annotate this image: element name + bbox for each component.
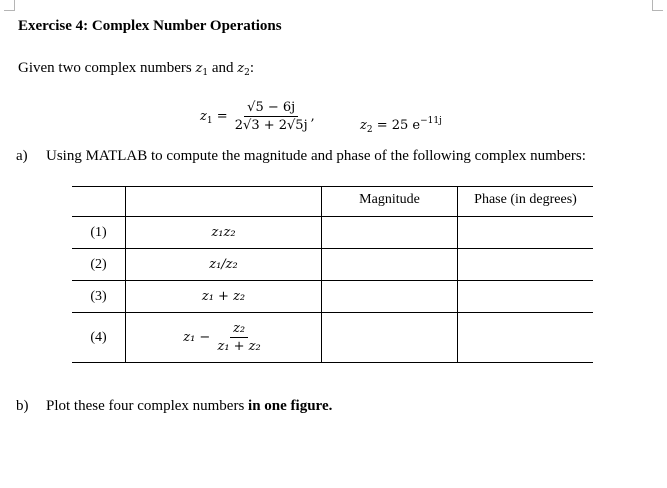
table-header-row xyxy=(72,187,593,217)
header-cell-magnitude: Magnitude xyxy=(322,187,458,217)
z2-symbol: $z_2$ xyxy=(237,61,250,78)
equation-z1: $z_1$ = $\frac{√5 - 6j}{2√3 + 2√5j}$ , xyxy=(200,100,315,133)
z1-fraction xyxy=(232,100,311,133)
exercise-title: Exercise 4: Complex Number Operations xyxy=(18,18,282,34)
intro-text: Given two complex numbers xyxy=(18,60,196,76)
header-cell-expression xyxy=(126,187,322,217)
row-number: (4) xyxy=(72,313,126,363)
equation-z2: $z_2 = 25$ $e^{-11j}$ xyxy=(360,116,442,135)
part-b-bold: in one figure. xyxy=(248,398,333,414)
z1-denominator: 2√3 + 2√5j xyxy=(234,118,308,133)
row-number: (3) xyxy=(72,281,126,313)
row-number: (2) xyxy=(72,249,126,281)
header-cell-phase: Phase (in degrees) xyxy=(458,187,594,217)
table-row xyxy=(72,313,593,363)
part-b xyxy=(16,398,333,415)
page-corner-mark-right xyxy=(652,0,663,11)
phase-cell[interactable] xyxy=(458,281,594,313)
row-number: (1) xyxy=(72,217,126,249)
magnitude-cell[interactable] xyxy=(322,313,458,363)
z1-symbol: $z_1$ xyxy=(195,61,209,78)
phase-cell[interactable] xyxy=(458,249,594,281)
row-expression: z₁ − $\frac{\text{z₂}}{\text{z₁ + z₂}}$ xyxy=(126,313,322,363)
intro-colon: : xyxy=(249,60,254,76)
magnitude-cell[interactable] xyxy=(322,281,458,313)
intro-sentence xyxy=(18,60,254,78)
magnitude-cell[interactable] xyxy=(322,249,458,281)
table-row xyxy=(72,217,593,249)
z1-numerator: √5 − 6j xyxy=(244,100,298,117)
row-expression: z₁z₂ xyxy=(126,217,322,249)
table-row xyxy=(72,281,593,313)
z2-exponent: −11j xyxy=(420,116,442,126)
phase-cell[interactable] xyxy=(458,313,594,363)
part-b-label: b) xyxy=(16,398,29,414)
header-cell-index xyxy=(72,187,126,217)
part-a xyxy=(16,148,586,165)
part-a-text: Using MATLAB to compute the magnitude and phase of the following complex numbers: xyxy=(46,148,586,164)
table-row xyxy=(72,249,593,281)
phase-cell[interactable] xyxy=(458,217,594,249)
row-expression: z₁/z₂ xyxy=(126,249,322,281)
part-a-label: a) xyxy=(16,148,28,164)
results-table xyxy=(72,186,593,363)
part-b-text: Plot these four complex numbers xyxy=(46,398,249,414)
page-corner-mark-left xyxy=(4,0,15,11)
row-expression: z₁ + z₂ xyxy=(126,281,322,313)
row4-fraction: $\frac{\text{z₂}}{\text{z₁ + z₂}}$ xyxy=(217,321,261,354)
magnitude-cell[interactable] xyxy=(322,217,458,249)
intro-and: and xyxy=(208,60,238,76)
